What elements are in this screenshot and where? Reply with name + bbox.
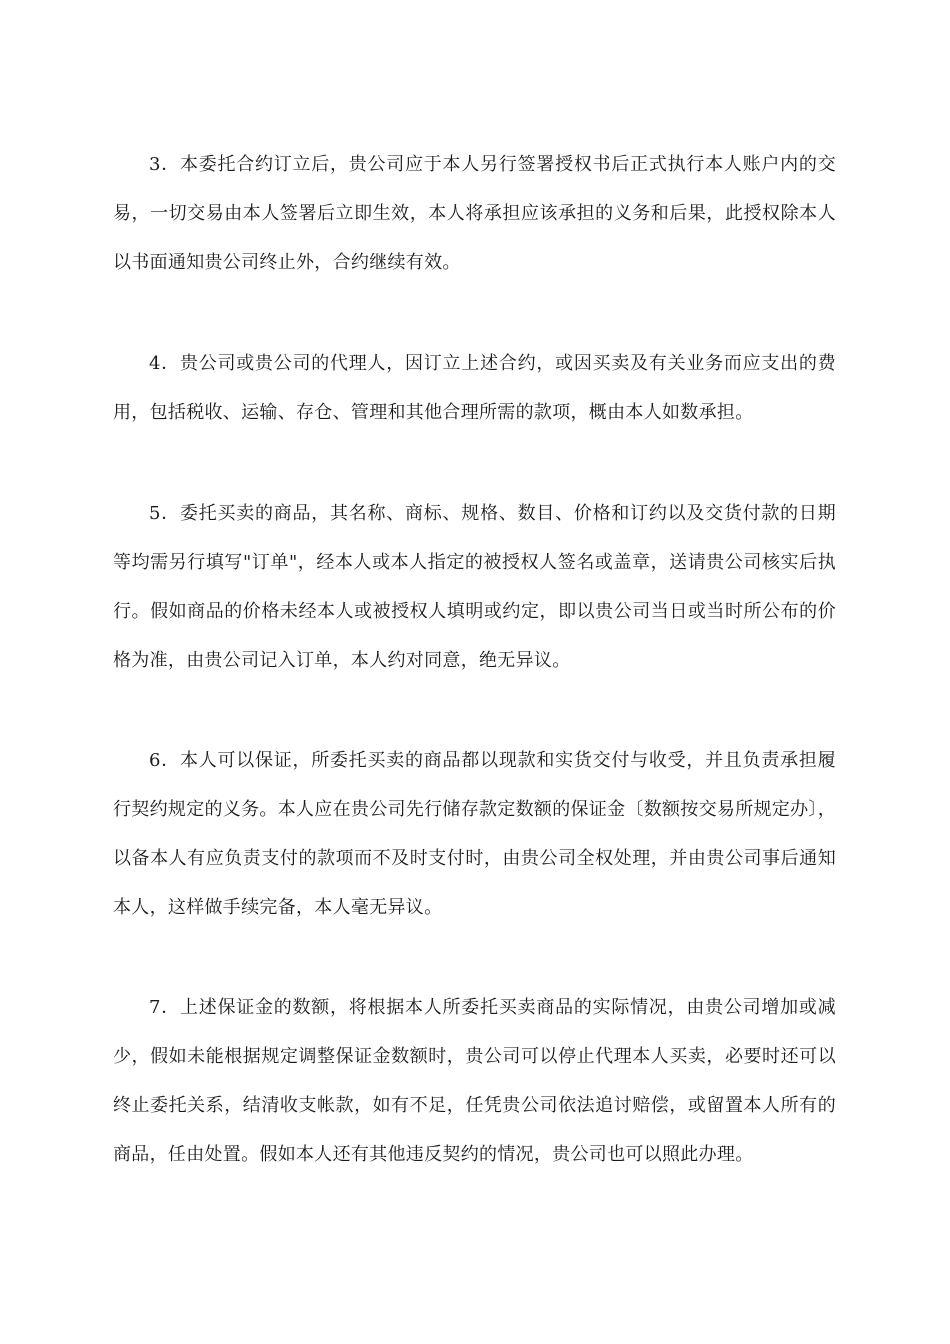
clause-5-paragraph: 5．委托买卖的商品，其名称、商标、规格、数目、价格和订约以及交货付款的日期等均需另行填写"订单"，经本人或本人指定的被授权人签名或盖章，送请贵公司核实后执行。假如商品的价格未经本人或被授权人填明或约定，即以贵公司当日或当时所公布的价格为准，由贵公司记入订单，本人约对同意，绝无异议。 [113,503,836,671]
clause-4-paragraph: 4．贵公司或贵公司的代理人，因订立上述合约，或因买卖及有关业务而应支出的费用，包括税收、运输、存仓、管理和其他合理所需的款项，概由本人如数承担。 [113,353,836,423]
clause-6-paragraph: 6．本人可以保证，所委托买卖的商品都以现款和实货交付与收受，并且负责承担履行契约规定的义务。本人应在贵公司先行储存款定数额的保证金〔数额按交易所规定办〕，以备本人有应负责支付的款项而不及时支付时，由贵公司全权处理，并由贵公司事后通知本人，这样做手续完备，本人毫无异议。 [113,750,836,918]
clause-7-paragraph: 7．上述保证金的数额，将根据本人所委托买卖商品的实际情况，由贵公司增加或减少，假如未能根据规定调整保证金数额时，贵公司可以停止代理本人买卖，必要时还可以终止委托关系，结清收支帐款，如有不足，任凭贵公司依法追讨赔偿，或留置本人所有的商品，任由处置。假如本人还有其他违反契约的情况，贵公司也可以照此办理。 [113,997,836,1165]
clause-3-paragraph: 3．本委托合约订立后，贵公司应于本人另行签署授权书后正式执行本人账户内的交易，一切交易由本人签署后立即生效，本人将承担应该承担的义务和后果，此授权除本人以书面通知贵公司终止外，合约继续有效。 [113,154,836,273]
